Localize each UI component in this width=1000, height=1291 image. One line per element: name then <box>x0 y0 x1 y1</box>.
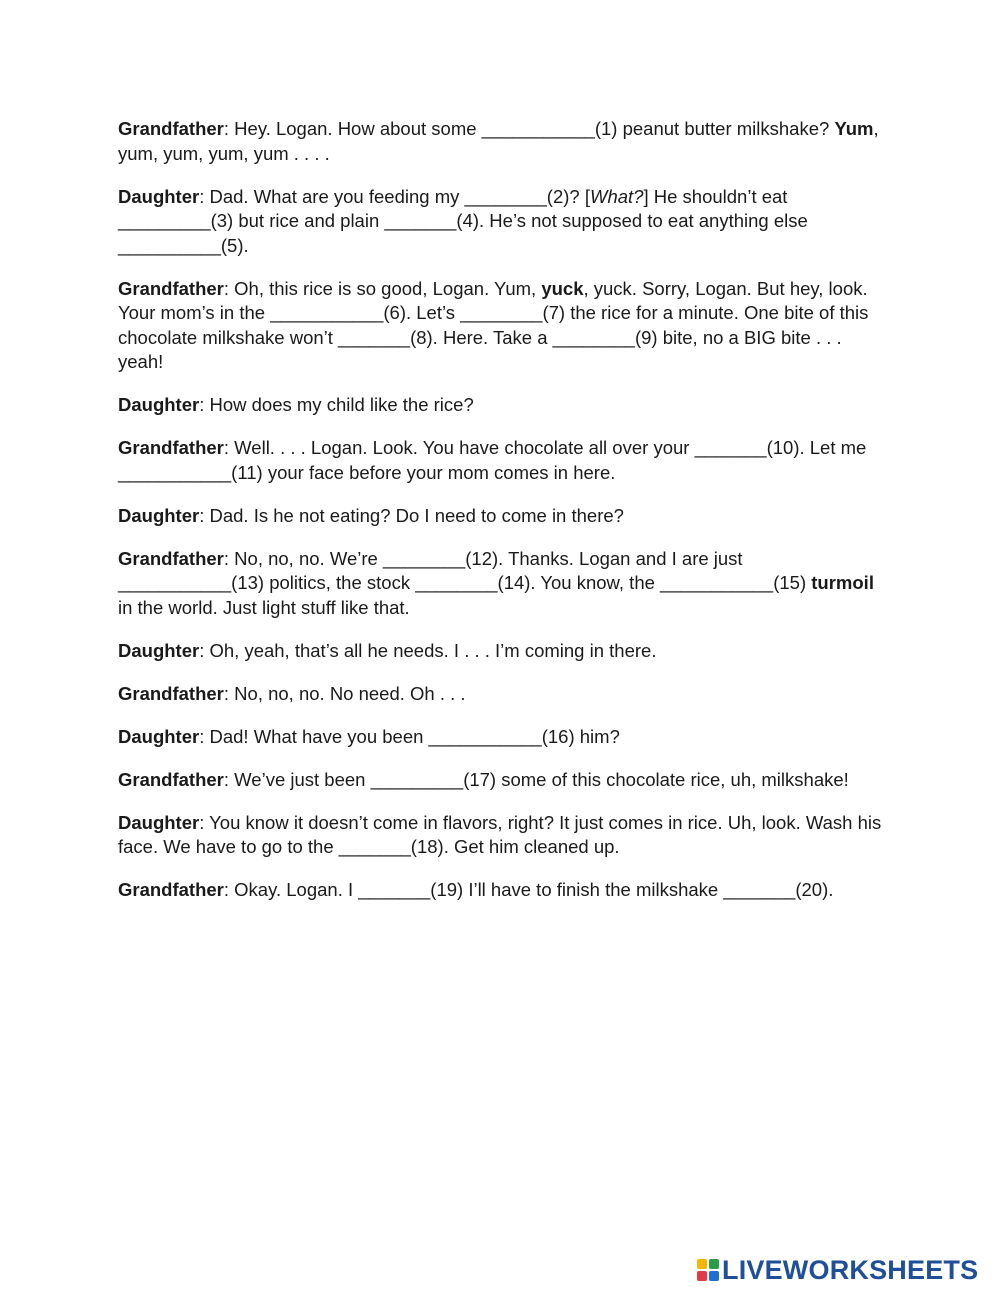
worksheet-dialogue <box>118 117 888 921</box>
speaker-name: Grandfather <box>118 277 224 299</box>
dialogue-text: : Dad! What have you been ___________(16) him? <box>199 725 620 747</box>
dialogue-text: ] He shouldn’t eat _________(3) but rice and plain _______(4). He’s not supposed to eat anything else __________(5). <box>118 185 808 256</box>
speaker-name: Grandfather <box>118 118 224 139</box>
logo-blocks-icon <box>697 1259 719 1281</box>
dialogue-line <box>118 117 888 166</box>
dialogue-line <box>118 811 888 860</box>
dialogue-text: : Dad. Is he not eating? Do I need to come in there? <box>199 504 624 526</box>
dialogue-text: What? <box>590 185 644 207</box>
dialogue-text: : How does my child like the rice? <box>199 394 474 415</box>
dialogue-text: : Okay. Logan. I _______(19) I’ll have to finish the milkshake _______(20). <box>223 879 834 900</box>
dialogue-text: , yum, yum, yum, yum . . . . <box>118 118 879 164</box>
speaker-name: Daughter <box>118 185 200 207</box>
dialogue-line <box>118 504 888 529</box>
dialogue-text: : Hey. Logan. How about some ___________(1) peanut butter milkshake? <box>223 118 835 139</box>
logo-block <box>697 1271 707 1281</box>
logo-block <box>697 1259 707 1269</box>
speaker-name: Daughter <box>118 639 200 661</box>
dialogue-line <box>118 878 888 903</box>
speaker-name: Daughter <box>118 725 200 747</box>
speaker-name: Grandfather <box>118 437 224 458</box>
dialogue-line <box>118 185 888 259</box>
dialogue-text: : We’ve just been _________(17) some of this chocolate rice, uh, milkshake! <box>223 768 849 790</box>
speaker-name: Grandfather <box>118 768 224 790</box>
dialogue-text: : No, no, no. No need. Oh . . . <box>223 682 466 704</box>
dialogue-line <box>118 547 888 621</box>
speaker-name: Daughter <box>118 394 200 415</box>
dialogue-text: Yum <box>834 118 874 139</box>
dialogue-text: turmoil <box>811 572 874 593</box>
dialogue-text: : You know it doesn’t come in flavors, right? It just comes in rice. Uh, look. Wash his face. We have to go to the _______(18). Get him cleaned up. <box>118 811 882 857</box>
liveworksheets-logo <box>697 1254 997 1286</box>
dialogue-line <box>118 682 888 707</box>
dialogue-line <box>118 725 888 750</box>
dialogue-text: yuck <box>541 277 584 299</box>
speaker-name: Grandfather <box>118 682 224 704</box>
dialogue-text: : Dad. What are you feeding my ________(2)? [ <box>199 185 590 207</box>
dialogue-line <box>118 768 888 793</box>
logo-wordmark: LIVEWORKSHEETS <box>722 1254 979 1285</box>
speaker-name: Daughter <box>118 504 200 526</box>
speaker-name: Grandfather <box>118 547 224 569</box>
dialogue-text: : Well. . . . Logan. Look. You have chocolate all over your _______(10). Let me ___________(11) your face before your mom comes in here. <box>118 437 867 483</box>
speaker-name: Grandfather <box>118 879 224 900</box>
dialogue-text: in the world. Just light stuff like that. <box>118 596 410 618</box>
dialogue-line <box>118 277 888 375</box>
dialogue-line <box>118 639 888 664</box>
logo-block <box>709 1271 719 1281</box>
dialogue-text: : No, no, no. We’re ________(12). Thanks. Logan and I are just ___________(13) politics, the stock ________(14). You know, the ___________(15) <box>118 547 812 593</box>
dialogue-line <box>118 436 888 485</box>
dialogue-text: : Oh, this rice is so good, Logan. Yum, <box>223 277 542 299</box>
dialogue-line <box>118 393 888 418</box>
dialogue-text: , yuck. Sorry, Logan. But hey, look. Your mom’s in the ___________(6). Let’s ________(7) the rice for a minute. One bite of this chocolate milkshake won’t _______(8). Here. Take a ________(9) bite, no a BIG bite . . . yeah! <box>118 277 869 372</box>
logo-block <box>709 1259 719 1269</box>
speaker-name: Daughter <box>118 811 200 833</box>
dialogue-text: : Oh, yeah, that’s all he needs. I . . . I’m coming in there. <box>199 639 657 661</box>
